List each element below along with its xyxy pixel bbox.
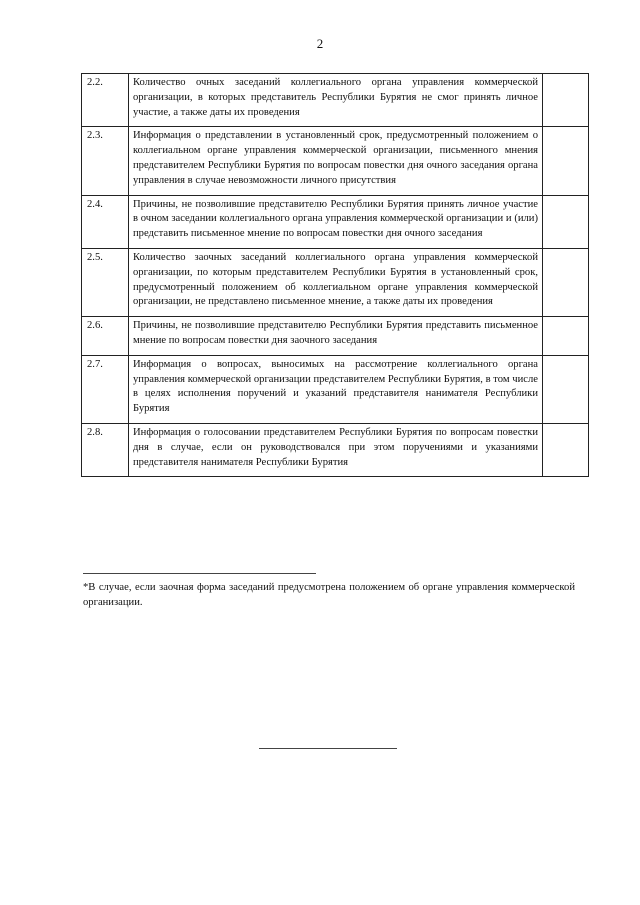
table-row — [82, 127, 589, 195]
footnote: *В случае, если заочная форма заседаний предусмотрена положением об органе управления коммерческой организации. — [83, 582, 575, 608]
end-of-document-line — [259, 748, 397, 749]
value-cell — [543, 74, 589, 127]
report-table — [81, 73, 589, 477]
row-text: Информация о голосовании представителем Республики Бурятия по вопросам повестки дня в случае, если он руководствовался при этом поручениями и указаниями представителя нанимателя Республики Бурятия — [129, 423, 543, 476]
value-cell — [543, 355, 589, 423]
row-number: 2.6. — [82, 317, 129, 356]
row-text: Количество заочных заседаний коллегиального органа управления коммерческой организации, по которым представителем Республики Бурятия в установленный срок, предусмотренный положением об коллегиальном органе управления коммерческой организации, не представлено письменное мнение, а также даты их проведения — [129, 248, 543, 316]
footnote-divider — [83, 573, 316, 574]
row-number: 2.2. — [82, 74, 129, 127]
table-row — [82, 74, 589, 127]
row-text: Количество очных заседаний коллегиального органа управления коммерческой организации, в которых представитель Республики Бурятия не смог принять личное участие, а также даты их проведения — [129, 74, 543, 127]
table-row — [82, 248, 589, 316]
value-cell — [543, 248, 589, 316]
row-text: Причины, не позволившие представителю Республики Бурятия принять личное участие в очном заседании коллегиального органа управления коммерческой организации и (или) представить письменное мнение по вопросам повестки дня очного заседания — [129, 195, 543, 248]
value-cell — [543, 423, 589, 476]
value-cell — [543, 317, 589, 356]
value-cell — [543, 127, 589, 195]
row-number: 2.8. — [82, 423, 129, 476]
row-number: 2.5. — [82, 248, 129, 316]
row-number: 2.3. — [82, 127, 129, 195]
row-number: 2.4. — [82, 195, 129, 248]
row-text: Информация о представлении в установленный срок, предусмотренный положением о коллегиальном органе управления коммерческой организации, письменного мнения представителем Республики Бурятия по вопросам повестки дня очного заседания органа управления в случае невозможности личного присутствия — [129, 127, 543, 195]
table-row — [82, 195, 589, 248]
row-text: Причины, не позволившие представителю Республики Бурятия представить письменное мнение по вопросам повестки дня заочного заседания — [129, 317, 543, 356]
row-text: Информация о вопросах, выносимых на рассмотрение коллегиального органа управления коммерческой организации представителем Республики Бурятия, в том числе в целях исполнения поручений и указаний представителя нанимателя Республики Бурятия — [129, 355, 543, 423]
table-row — [82, 423, 589, 476]
page-number: 2 — [316, 36, 324, 51]
table-row — [82, 355, 589, 423]
table-row — [82, 317, 589, 356]
value-cell — [543, 195, 589, 248]
row-number: 2.7. — [82, 355, 129, 423]
